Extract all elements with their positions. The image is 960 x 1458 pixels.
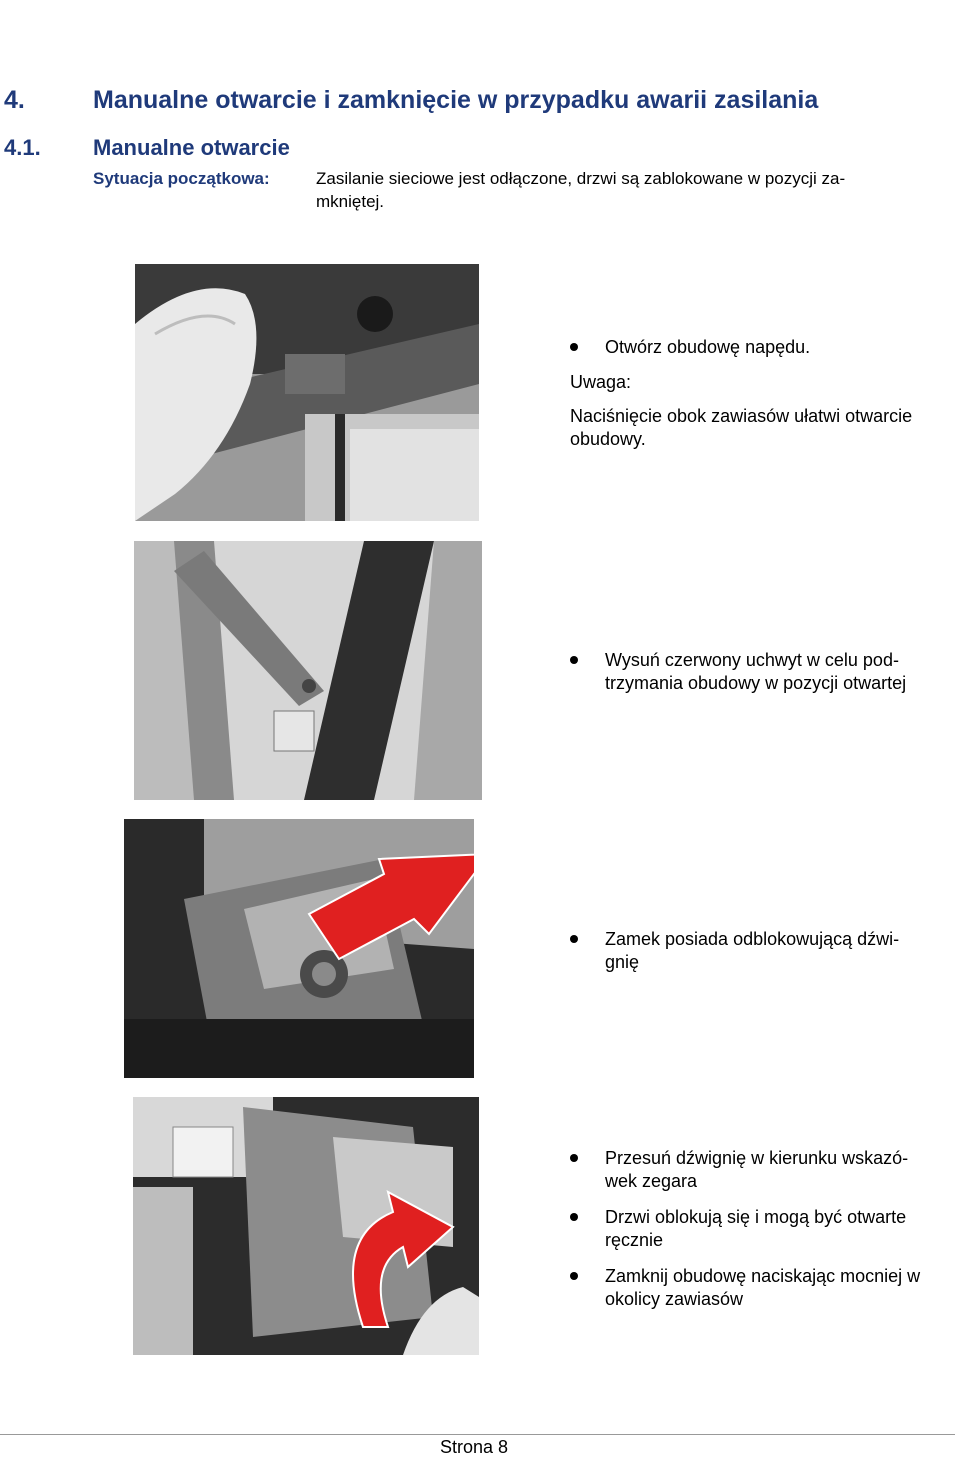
section-number: 4. — [4, 86, 25, 114]
bullet-dot — [570, 343, 578, 351]
footer-divider — [0, 1434, 955, 1435]
bullet-dot — [570, 1272, 578, 1280]
bullet-dot — [570, 935, 578, 943]
bullet-dot — [570, 1213, 578, 1221]
section-title: Manualne otwarcie i zamknięcie w przypadku awarii zasilania — [93, 86, 819, 114]
note-label: Uwaga: — [570, 372, 632, 392]
note-line-2: obudowy. — [570, 429, 646, 449]
note-line-1: Naciśnięcie obok zawiasów ułatwi otwarcie — [570, 406, 913, 426]
subsection-title: Manualne otwarcie — [93, 135, 290, 160]
step-4-item-1-line-2: wek zegara — [605, 1171, 698, 1191]
step-3-line-2: gnię — [605, 952, 640, 972]
photo-lock-lever — [124, 819, 474, 1078]
step-4-item-3-line-2: okolicy zawiasów — [605, 1289, 744, 1309]
situation-line-1: Zasilanie sieciowe jest odłączone, drzwi są zablokowane w pozycji za- — [316, 169, 846, 188]
subsection-number: 4.1. — [4, 135, 41, 160]
bullet-dot — [570, 656, 578, 664]
step-3-line-1: Zamek posiada odblokowującą dźwi- — [605, 929, 900, 949]
step-4-item-1-line-1: Przesuń dźwignię w kierunku wskazó- — [605, 1148, 909, 1168]
step-1-bullet: Otwórz obudowę napędu. — [605, 337, 811, 357]
step-2-line-2: trzymania obudowy w pozycji otwartej — [605, 673, 907, 693]
situation-label: Sytuacja początkowa: — [93, 169, 270, 188]
page-number: Strona 8 — [440, 1437, 509, 1457]
bullet-dot — [570, 1154, 578, 1162]
step-2-line-1: Wysuń czerwony uchwyt w celu pod- — [605, 650, 899, 670]
situation-line-2: mkniętej. — [316, 192, 385, 211]
step-4-item-2-line-2: ręcznie — [605, 1230, 664, 1250]
photo-turn-lever — [133, 1097, 479, 1355]
step-4-item-3-line-1: Zamknij obudowę naciskając mocniej w — [605, 1266, 921, 1286]
step-4-item-2-line-1: Drzwi oblokują się i mogą być otwarte — [605, 1207, 907, 1227]
photo-support-handle — [134, 541, 482, 800]
photo-open-housing — [135, 264, 479, 521]
